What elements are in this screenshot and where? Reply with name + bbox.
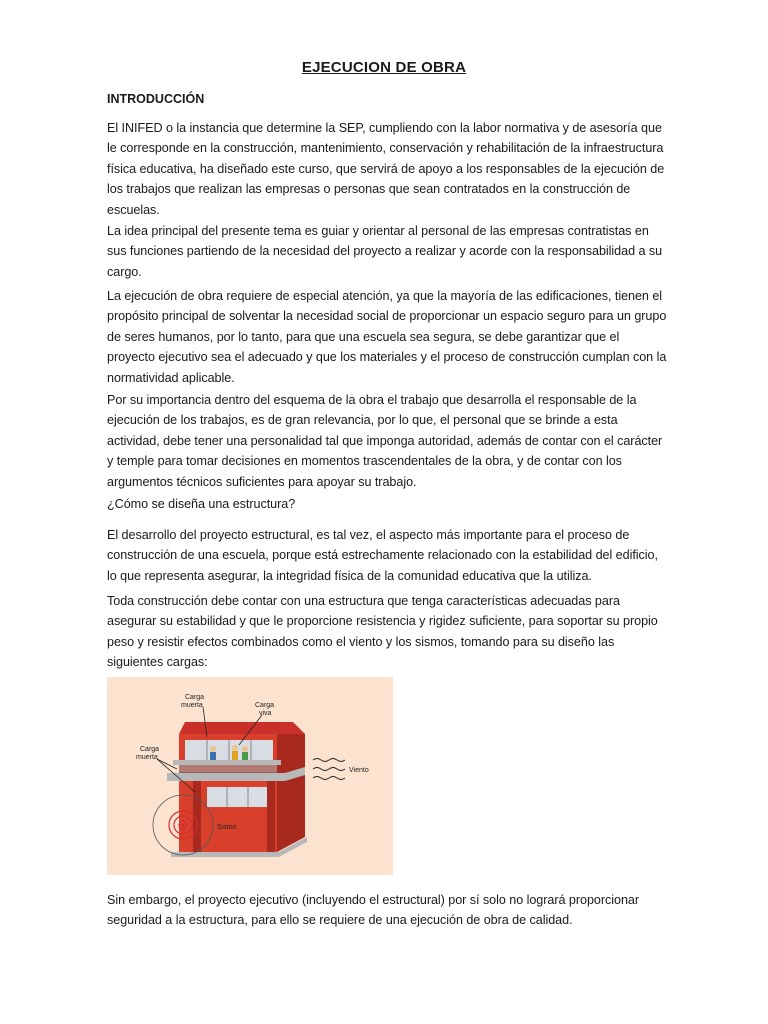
paragraph-question: ¿Cómo se diseña una estructura? bbox=[107, 497, 296, 511]
paragraph-7: Sin embargo, el proyecto ejecutivo (incluyendo el estructural) por sí solo no logrará proporcionar seguridad a la estructura, para ello se requiere de una ejecución de obra de calidad. bbox=[107, 893, 640, 928]
paragraph-2: La idea principal del presente tema es guiar y orientar al personal de las empresas contratistas en sus funciones partiendo de la necesidad del proyecto a realizar y acorde con la responsabilidad a su cargo. bbox=[107, 224, 663, 279]
label-carga-muerta-left-2: muerta bbox=[136, 754, 158, 761]
section-heading: INTRODUCCIÓN bbox=[107, 92, 205, 106]
label-sismo: Sismo bbox=[217, 824, 237, 831]
label-carga-viva-2: viva bbox=[259, 710, 272, 717]
upper-slab bbox=[173, 760, 281, 765]
label-carga-viva-1: Carga bbox=[255, 702, 275, 709]
structural-loads-figure bbox=[107, 677, 393, 875]
label-carga-muerta-left-1: Carga bbox=[140, 746, 160, 753]
paragraph-6: Toda construcción debe contar con una estructura que tenga características adecuadas para asegurar su estabilidad y que le proporcione resistencia y rigidez suficiente, para soportar su propio peso y resistir efectos combinados como el viento y los sismos, tomando para su diseño las siguientes cargas: bbox=[107, 594, 658, 670]
lower-windows bbox=[207, 787, 269, 807]
label-viento: Viento bbox=[349, 767, 369, 774]
paragraph-4: Por su importancia dentro del esquema de la obra el trabajo que desarrolla el responsable de la ejecución de los trabajos, es de gran relevancia, por lo que, el personal que se brinde a esta actividad, debe tener una personalidad tal que imponga autoridad, además de contar con el carácter y temple para tomar decisiones en momentos trascendentales de la obra, y de contar con los argumentos técnicos suficientes para apoyar su trabajo. bbox=[107, 393, 663, 489]
paragraph-3: La ejecución de obra requiere de especial atención, ya que la mayoría de las edificaciones, tienen el propósito principal de solventar la necesidad social de proporcionar un espacio seguro para un grupo de seres humanos, por lo tanto, para que una escuela sea segura, se debe garantizar que el proyecto ejecutivo sea el adecuado y que los materiales y el proceso de construcción cumplan con la normatividad aplicable. bbox=[107, 289, 667, 385]
roof bbox=[179, 722, 305, 734]
paragraph-5: El desarrollo del proyecto estructural, es tal vez, el aspecto más importante para el proceso de construcción de una escuela, porque está estrechamente relacionado con la estabilidad del edificio, lo que representa asegurar, la integridad física de la comunidad educativa que la utiliza. bbox=[107, 528, 658, 583]
label-carga-muerta-top-2: muerta bbox=[181, 702, 203, 709]
paragraph-1: El INIFED o la instancia que determine la SEP, cumpliendo con la labor normativa y de asesoría que le corresponde en la construcción, mantenimiento, conservación y rehabilitación de la infraestructura física educativa, ha diseñado este curso, que servirá de apoyo a los responsables de la ejecución de los trabajos que realizan las empresas o personas que sean contratados en la construcción de escuelas. bbox=[107, 121, 665, 217]
document-title: EJECUCION DE OBRA bbox=[301, 59, 467, 76]
label-carga-muerta-top-1: Carga bbox=[185, 694, 205, 701]
building-side bbox=[277, 734, 305, 852]
building-illustration bbox=[107, 677, 393, 875]
column-right bbox=[267, 781, 275, 852]
